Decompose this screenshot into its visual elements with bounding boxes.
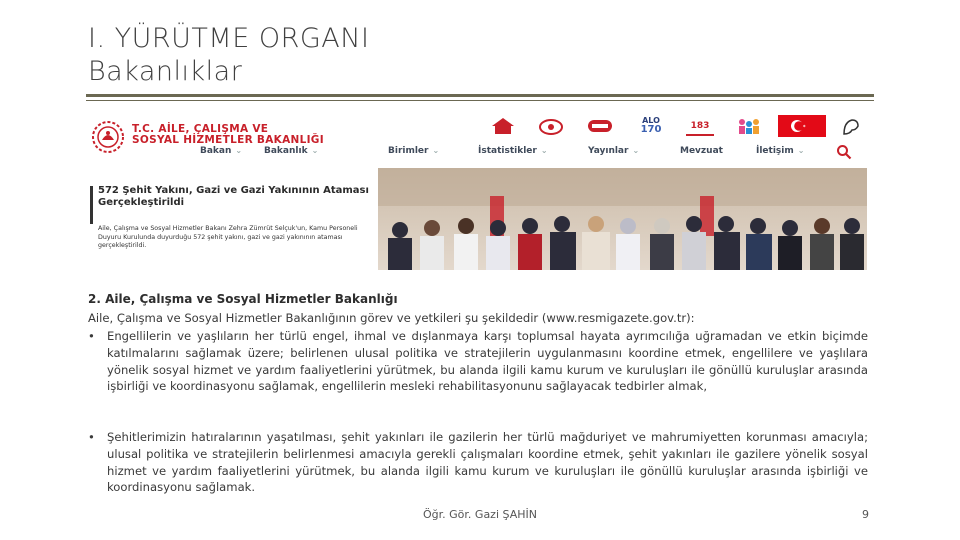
nav-yayinlar-label: Yayınlar: [588, 146, 629, 156]
bullet-text: Şehitlerimizin hatıralarının yaşatılması, şehit yakınları ile gazilerin her türlü mağduriyet ve mahrumiyetten korunması amacıyla; ulusal politika ve stratejilerin belirlenmesi amacıyla gerekli çalışmaları koordine etmek, şehit yakınları ile gazilere yönelik sosyal hizmet ve yardım faaliyetlerini yürütmek, bu alanda ilgili kamu kurum ve kuruluşları ile gönüllü kuruluşlar arasında işbirliği ve koordinasyonu sağlamak.: [107, 430, 868, 495]
turkish-flag-icon[interactable]: [778, 115, 826, 137]
ataturk-silhouette-icon: [838, 116, 864, 136]
title-divider-thick: [86, 94, 874, 97]
nav-iletisim[interactable]: [756, 146, 804, 156]
nav-birimler-label: Birimler: [388, 146, 429, 156]
badge-icon[interactable]: [586, 116, 614, 136]
alo-170-icon[interactable]: [636, 116, 666, 136]
news-accent-bar: [90, 186, 93, 224]
nav-mevzuat-label: Mevzuat: [680, 146, 723, 156]
section-heading: 2. Aile, Çalışma ve Sosyal Hizmetler Bakanlığı: [88, 292, 398, 306]
alo-label: ALO: [642, 116, 660, 125]
slide-title: [88, 22, 888, 88]
website-name: [132, 124, 324, 146]
bullet-text: Engellilerin ve yaşlıların her türlü engel, ihmal ve dışlanmaya karşı toplumsal hayata ayrımcılığa uğramadan ve etkin biçimde katılmalarını sağlamak üzere; belirlenen ulusal politika ve stratejilerin uygulanmasını koordine etmek, engellilere ve yaşlılara yönelik sosyal hizmet ve yardım faaliyetlerini yürütmek, bu alanda ilgili kamu kurum ve kuruluşları ile gönüllü kuruluşlar arasında işbirliği ve koordinasyonu sağlamak, engellilerin mesleki rehabilitasyonunu sağlayacak tedbirler almak,: [107, 329, 868, 394]
news-title[interactable]: 572 Şehit Yakını, Gazi ve Gazi Yakınının Ataması Gerçekleştirildi: [98, 185, 369, 208]
slide-title-line2: Bakanlıklar: [88, 56, 243, 87]
website-name-line2: SOSYAL HİZMETLER BAKANLIĞI: [132, 134, 324, 146]
alo-number: 170: [640, 124, 662, 135]
line-183-label: 183: [690, 121, 710, 131]
bullet-mark: •: [88, 430, 95, 444]
kids-icon[interactable]: [538, 116, 564, 136]
news-caption-panel: [88, 168, 378, 270]
line-183-icon[interactable]: [686, 116, 714, 136]
list-item: [88, 429, 868, 496]
news-summary: Aile, Çalışma ve Sosyal Hizmetler Bakanı Zehra Zümrüt Selçuk'un, Kamu Personeli Duyuru Kurulunda duyurduğu 572 şehit yakını, gazi ve gazi yakınının ataması gerçekleştirildi.: [98, 225, 358, 250]
nav-birimler[interactable]: [388, 146, 439, 156]
section-intro: Aile, Çalışma ve Sosyal Hizmetler Bakanlığının görev ve yetkileri şu şekildedir (www.resmigazete.gov.tr):: [88, 311, 695, 325]
slide-title-line1: I. YÜRÜTME ORGANI: [88, 23, 370, 54]
chevron-down-icon: ⌄: [235, 146, 243, 155]
website-news-slider[interactable]: [88, 168, 867, 270]
chevron-down-icon: ⌄: [432, 146, 440, 155]
website-name-line1: T.C. AİLE, ÇALIŞMA VE: [132, 123, 269, 135]
nav-bakanlik-label: Bakanlık: [264, 146, 308, 156]
ministry-logo-icon: [91, 120, 125, 154]
home-icon[interactable]: [490, 116, 516, 136]
page-number: 9: [862, 508, 869, 521]
ministry-website-screenshot: [88, 108, 867, 270]
family-icon[interactable]: [736, 116, 762, 136]
footer-author: Öğr. Gör. Gazi ŞAHİN: [423, 508, 537, 521]
chevron-down-icon: ⌄: [632, 146, 640, 155]
chevron-down-icon: ⌄: [311, 146, 319, 155]
nav-bakan[interactable]: [200, 146, 242, 156]
nav-yayinlar[interactable]: [588, 146, 639, 156]
nav-bakanlik[interactable]: [264, 146, 318, 156]
website-header: [88, 108, 867, 168]
nav-iletisim-label: İletişim: [756, 146, 794, 156]
chevron-down-icon: ⌄: [540, 146, 548, 155]
news-photo: [370, 168, 867, 270]
bullet-mark: •: [88, 329, 95, 343]
nav-istatistikler-label: İstatistikler: [478, 146, 537, 156]
search-icon[interactable]: [836, 144, 852, 160]
title-divider-thin: [86, 100, 874, 101]
nav-mevzuat[interactable]: [680, 146, 723, 156]
nav-bakan-label: Bakan: [200, 146, 232, 156]
nav-istatistikler[interactable]: [478, 146, 548, 156]
list-item: [88, 328, 868, 395]
chevron-down-icon: ⌄: [797, 146, 805, 155]
